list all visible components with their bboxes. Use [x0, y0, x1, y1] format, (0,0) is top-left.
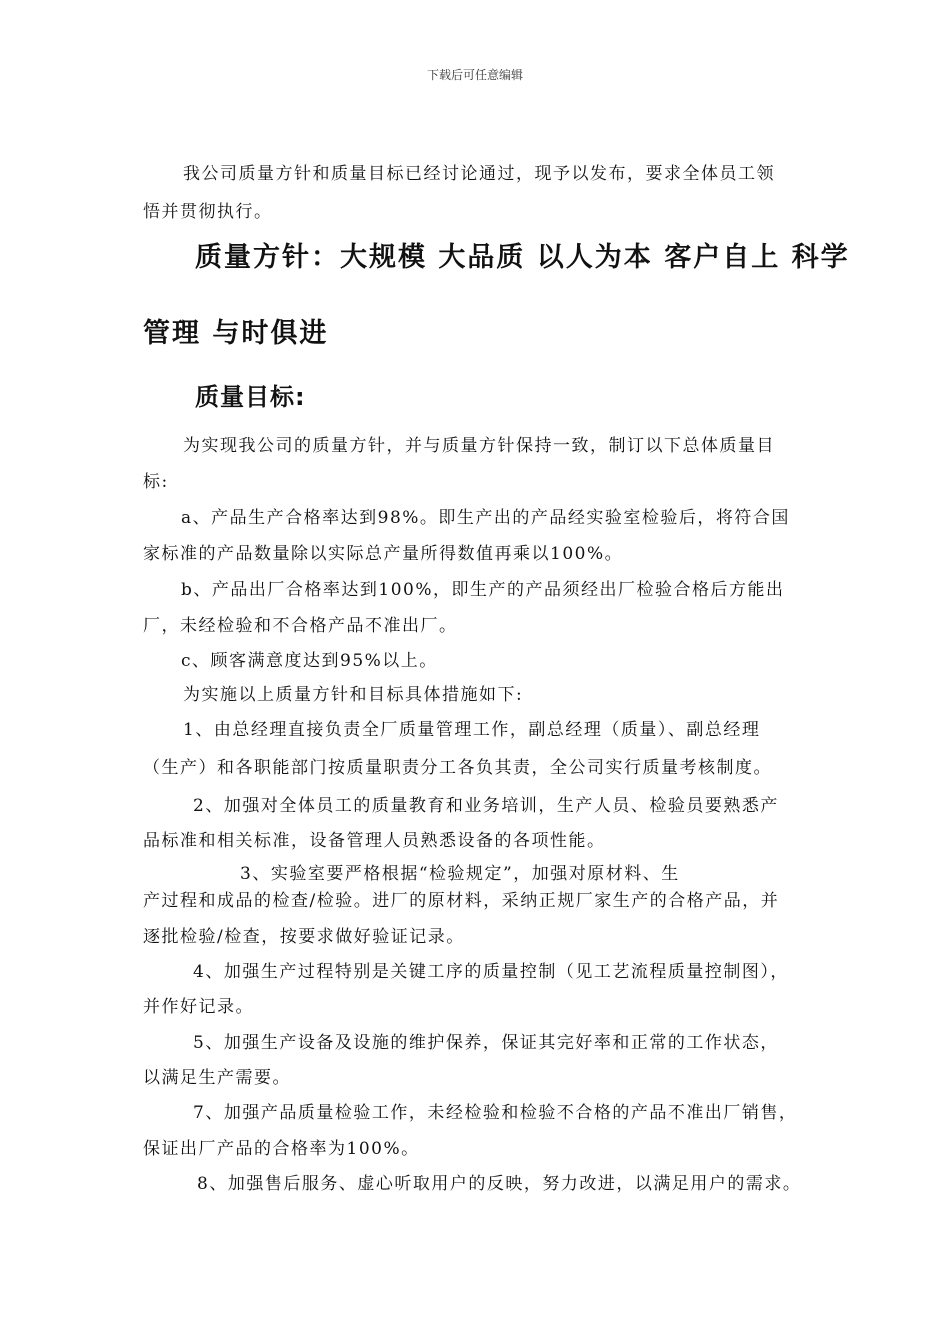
measure-8-line-1: 8、加强售后服务、虚心听取用户的反映，努力改进，以满足用户的需求。 — [197, 1174, 802, 1194]
measure-1-line-1: 1、由总经理直接负责全厂质量管理工作，副总经理（质量）、副总经理 — [183, 720, 761, 740]
goal-a-line-1: a、产品生产合格率达到98%。即生产出的产品经实验室检验后，将符合国 — [181, 508, 790, 528]
measure-1-line-2: （生产）和各职能部门按质量职责分工各负其责，全公司实行质量考核制度。 — [143, 758, 772, 778]
goal-a-line-2: 家标准的产品数量除以实际总产量所得数值再乘以100%。 — [143, 544, 624, 564]
intro-line-2: 悟并贯彻执行。 — [143, 202, 273, 222]
quality-policy-heading: 质量方针：大规模 大品质 以人为本 客户自上 科学 — [195, 242, 850, 273]
quality-goal-heading: 质量目标: — [195, 383, 306, 411]
quality-policy-heading-cont: 管理 与时俱进 — [143, 318, 329, 349]
page-header: 下载后可任意编辑 — [426, 68, 523, 82]
measure-2-line-1: 2、加强对全体员工的质量教育和业务培训，生产人员、检验员要熟悉产 — [193, 796, 779, 816]
measure-3-line-1: 3、实验室要严格根据“检验规定”，加强对原材料、生 — [240, 864, 680, 884]
measure-4-line-2: 并作好记录。 — [143, 997, 254, 1017]
measure-5-line-1: 5、加强生产设备及设施的维护保养，保证其完好率和正常的工作状态， — [193, 1033, 779, 1053]
measure-3-line-2: 产过程和成品的检查/检验。进厂的原材料，采纳正规厂家生产的合格产品，并 — [143, 891, 780, 911]
measure-2-line-2: 品标准和相关标准，设备管理人员熟悉设备的各项性能。 — [143, 831, 606, 851]
goal-intro-line-1: 为实现我公司的质量方针，并与质量方针保持一致，制订以下总体质量目 — [183, 436, 775, 456]
goal-b-line-2: 厂，未经检验和不合格产品不准出厂。 — [143, 616, 458, 636]
measure-4-line-1: 4、加强生产过程特别是关键工序的质量控制（见工艺流程质量控制图）， — [193, 962, 789, 982]
goal-intro-line-2: 标: — [143, 472, 169, 492]
intro-line-1: 我公司质量方针和质量目标已经讨论通过，现予以发布，要求全体员工领 — [183, 164, 775, 184]
goal-b-line-1: b、产品出厂合格率达到100%，即生产的产品须经出厂检验合格后方能出 — [181, 580, 785, 600]
measure-3-line-3: 逐批检验/检查，按要求做好验证记录。 — [143, 927, 465, 947]
goal-c-line-1: c、顾客满意度达到95%以上。 — [181, 651, 438, 671]
measure-7-line-1: 7、加强产品质量检验工作，未经检验和检验不合格的产品不准出厂销售， — [193, 1103, 798, 1123]
measures-intro: 为实施以上质量方针和目标具体措施如下: — [183, 685, 524, 705]
measure-7-line-2: 保证出厂产品的合格率为100%。 — [143, 1139, 420, 1159]
measure-5-line-2: 以满足生产需要。 — [143, 1068, 291, 1088]
